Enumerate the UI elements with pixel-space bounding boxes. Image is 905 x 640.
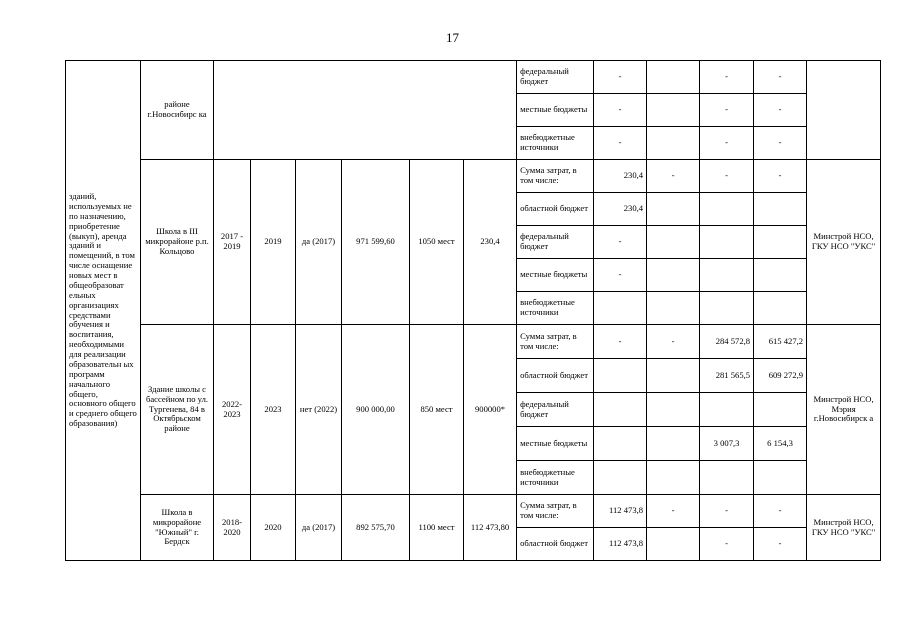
value-cell: 112 473,8 [594, 528, 647, 561]
funding-source-cell: федеральный бюджет [517, 393, 594, 427]
value-cell [647, 61, 700, 94]
value-cell: - [754, 61, 807, 94]
value-cell [754, 259, 807, 292]
value-cell: - [700, 528, 754, 561]
object-name-cell: Школа в III микрорайоне р.п. Кольцово [141, 160, 214, 325]
value-cell: 284 572,8 [700, 325, 754, 359]
funding-source-cell: внебюджетные источники [517, 292, 594, 325]
table-row [66, 325, 881, 359]
table-row [66, 495, 881, 528]
value-cell: 6 154,3 [754, 427, 807, 461]
amount-cell: 112 473,80 [464, 495, 517, 561]
cost-cell: 892 575,70 [342, 495, 410, 561]
value-cell [647, 94, 700, 127]
funding-source-cell: внебюджетные источники [517, 461, 594, 495]
year-cell: 2019 [251, 160, 296, 325]
object-name-cell: Школа в микрорайоне "Южный" г. Бердск [141, 495, 214, 561]
year-cell: 2023 [251, 325, 296, 495]
value-cell: - [594, 94, 647, 127]
value-cell [754, 461, 807, 495]
value-cell: - [700, 495, 754, 528]
value-cell: - [647, 160, 700, 193]
value-cell [700, 226, 754, 259]
value-cell [594, 292, 647, 325]
funding-source-cell: внебюджетные источники [517, 127, 594, 160]
psd-cell: да (2017) [296, 160, 342, 325]
value-cell [647, 226, 700, 259]
value-cell [647, 359, 700, 393]
object-location-cell: районе г.Новосибирс ка [141, 61, 214, 160]
value-cell: - [647, 325, 700, 359]
period-cell: 2017 - 2019 [214, 160, 251, 325]
value-cell: - [594, 127, 647, 160]
capacity-cell: 1050 мест [410, 160, 464, 325]
funding-source-cell: Сумма затрат, в том числе: [517, 325, 594, 359]
value-cell [647, 259, 700, 292]
value-cell: - [700, 160, 754, 193]
value-cell: 281 565,5 [700, 359, 754, 393]
object-name-cell: Здание школы с бассейном по ул. Тургенева, 84 в Октябрьском районе [141, 325, 214, 495]
value-cell: - [594, 259, 647, 292]
value-cell: - [594, 226, 647, 259]
value-cell: - [594, 325, 647, 359]
program-table [65, 60, 881, 561]
funding-source-cell: федеральный бюджет [517, 61, 594, 94]
value-cell [594, 427, 647, 461]
value-cell: - [754, 495, 807, 528]
value-cell: - [700, 127, 754, 160]
cost-cell: 971 599,60 [342, 160, 410, 325]
event-description-cell: зданий, используемых не по назначению, приобретение (выкуп), аренда зданий и помещений, в том числе оснащение новых мест в общеобразоват ельных организациях средствами обучения и воспитания, необходимыми для реализации образовательн ых программ начального общего, основного общего и среднего общего образования) [66, 61, 141, 561]
value-cell [647, 193, 700, 226]
value-cell [754, 393, 807, 427]
period-cell: 2022-2023 [214, 325, 251, 495]
table-row [66, 61, 881, 94]
funding-source-cell: областной бюджет [517, 193, 594, 226]
value-cell [754, 193, 807, 226]
period-cell: 2018-2020 [214, 495, 251, 561]
funding-source-cell: областной бюджет [517, 528, 594, 561]
responsible-cell: Минстрой НСО, ГКУ НСО "УКС" [807, 495, 881, 561]
value-cell [700, 193, 754, 226]
value-cell: 615 427,2 [754, 325, 807, 359]
value-cell [647, 461, 700, 495]
responsible-cell: Минстрой НСО, ГКУ НСО "УКС" [807, 160, 881, 325]
value-cell [754, 226, 807, 259]
amount-cell: 230,4 [464, 160, 517, 325]
page-number: 17 [446, 30, 459, 45]
table-row [66, 160, 881, 193]
value-cell: - [700, 61, 754, 94]
funding-source-cell: Сумма затрат, в том числе: [517, 495, 594, 528]
responsible-cell: Минстрой НСО, Мэрия г.Новосибирск а [807, 325, 881, 495]
value-cell: - [754, 94, 807, 127]
value-cell [700, 393, 754, 427]
value-cell [647, 292, 700, 325]
amount-cell: 900000* [464, 325, 517, 495]
value-cell [647, 528, 700, 561]
funding-source-cell: местные бюджеты [517, 259, 594, 292]
funding-source-cell: местные бюджеты [517, 427, 594, 461]
value-cell: - [700, 94, 754, 127]
value-cell: 230,4 [594, 160, 647, 193]
value-cell [594, 461, 647, 495]
value-cell: 112 473,8 [594, 495, 647, 528]
funding-source-cell: местные бюджеты [517, 94, 594, 127]
capacity-cell: 850 мест [410, 325, 464, 495]
funding-source-cell: федеральный бюджет [517, 226, 594, 259]
cost-cell: 900 000,00 [342, 325, 410, 495]
value-cell: - [754, 127, 807, 160]
value-cell [594, 359, 647, 393]
value-cell [700, 292, 754, 325]
value-cell: - [754, 528, 807, 561]
funding-source-cell: областной бюджет [517, 359, 594, 393]
value-cell [754, 292, 807, 325]
year-cell: 2020 [251, 495, 296, 561]
value-cell [647, 393, 700, 427]
responsible-cell [807, 61, 881, 160]
psd-cell: да (2017) [296, 495, 342, 561]
value-cell [647, 127, 700, 160]
value-cell: 609 272,9 [754, 359, 807, 393]
value-cell [700, 259, 754, 292]
value-cell [647, 427, 700, 461]
value-cell: - [647, 495, 700, 528]
empty-merged-cell [214, 61, 517, 160]
value-cell: - [754, 160, 807, 193]
value-cell: 3 007,3 [700, 427, 754, 461]
value-cell: 230,4 [594, 193, 647, 226]
funding-source-cell: Сумма затрат, в том числе: [517, 160, 594, 193]
value-cell [594, 393, 647, 427]
capacity-cell: 1100 мест [410, 495, 464, 561]
value-cell: - [594, 61, 647, 94]
value-cell [700, 461, 754, 495]
psd-cell: нет (2022) [296, 325, 342, 495]
